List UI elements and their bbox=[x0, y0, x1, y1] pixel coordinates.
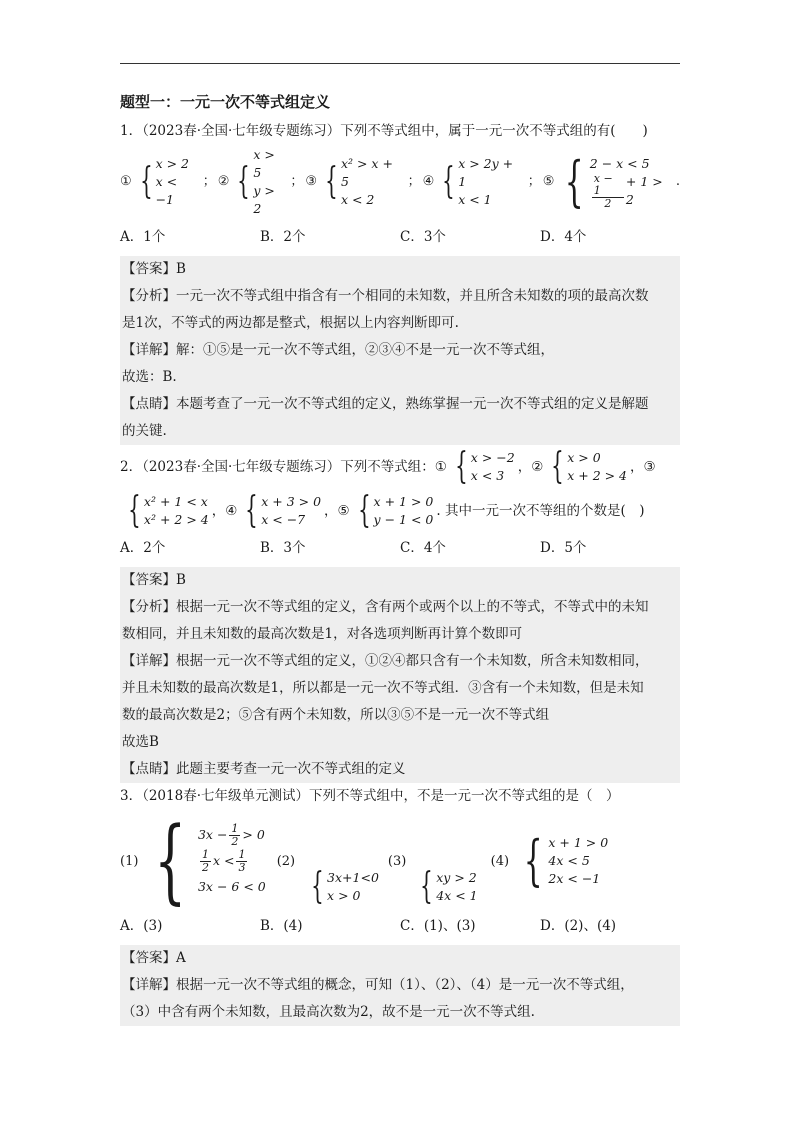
q3-options bbox=[120, 913, 680, 939]
q3-system-2: { 3x+1<0 x > 0 bbox=[311, 866, 379, 907]
q1-system-5: { 2 − x < 5 $\frac{x - 1}{2}$ + 1 > 2 bbox=[557, 155, 672, 210]
q1-s2-row1: x > 5 bbox=[253, 147, 275, 180]
q3-s4-row1: x + 1 > 0 bbox=[548, 835, 609, 850]
q1-sep: ； bbox=[290, 174, 304, 189]
q2-system-4: { x + 3 > 0 x < −7 bbox=[245, 490, 322, 531]
q1-s4-row1: x > 2y + 1 bbox=[458, 156, 514, 189]
q3-s2-row1: 3x+1<0 bbox=[327, 870, 379, 885]
header-rule bbox=[120, 63, 680, 64]
q2-s3-row1: x² + 1 < x bbox=[143, 494, 208, 509]
q1-stem: 1．（2023春·全国·七年级专题练习）下列不等式组中，属于一元一次不等式组的有( ) bbox=[120, 123, 648, 139]
q2-detail-1: 【详解】根据一元一次不等式组的定义，①②④都只含有一个未知数，所含未知数相同， bbox=[122, 653, 649, 669]
q1-systems bbox=[120, 146, 680, 218]
q2-s5-row1: x + 1 > 0 bbox=[373, 494, 434, 509]
document-page bbox=[120, 88, 680, 1026]
q1-s2-row2: y > 2 bbox=[253, 183, 275, 216]
q1-s4-row2: x < 1 bbox=[458, 192, 492, 207]
option-d[interactable]: D．(2)、(4) bbox=[540, 918, 617, 934]
q2-solution bbox=[120, 567, 680, 783]
option-a[interactable]: A．(3) bbox=[120, 918, 163, 934]
q2-s1-row2: x < 3 bbox=[470, 468, 505, 483]
q1-sep: ； bbox=[202, 174, 216, 189]
q2-s5-row2: y − 1 < 0 bbox=[373, 512, 434, 527]
q1-detail-1: 【详解】解：①⑤是一元一次不等式组，②③④不是一元一次不等式组， bbox=[122, 342, 554, 358]
q3-systems bbox=[120, 807, 680, 914]
q2-s4-label: ④ bbox=[225, 503, 238, 519]
q3-s3-row1: xy > 2 bbox=[436, 870, 477, 885]
q2-analysis-1: 【分析】根据一元一次不等式组的定义，含有两个或两个以上的不等式，不等式中的未知 bbox=[122, 599, 649, 615]
q2-system-3: { x² + 1 < x x² + 2 > 4 bbox=[128, 490, 209, 531]
q3-s1-fraction-2: $\frac{1}{2}$ bbox=[201, 847, 209, 874]
q1-s5-fraction: $\frac{x - 1}{2}$ bbox=[592, 173, 624, 210]
q1-s3-label: ③ bbox=[305, 174, 318, 189]
q2-s1-label: ① bbox=[434, 459, 447, 475]
section-title: 题型一：一元一次不等式组定义 bbox=[120, 93, 331, 111]
option-c[interactable]: C．(1)、(3) bbox=[400, 918, 476, 934]
q1-sep: ； bbox=[527, 174, 541, 189]
q2-system-5: { x + 1 > 0 y − 1 < 0 bbox=[357, 490, 434, 531]
q2-detail-2: 并且未知数的最高次数是1，所以都是一元一次不等式组．③含有一个未知数，但是未知 bbox=[122, 680, 644, 696]
q2-sep: ， bbox=[517, 459, 532, 475]
q1-s3-row2: x < 2 bbox=[340, 192, 375, 207]
q1-solution bbox=[120, 256, 680, 445]
q3-stem: 3．（2018春·七年级单元测试）下列不等式组中，不是一元一次不等式组的是（ ） bbox=[120, 788, 620, 804]
q2-options bbox=[120, 535, 680, 561]
q3-s4-row2: 4x < 5 bbox=[548, 853, 590, 868]
q2-systems-row bbox=[120, 490, 680, 531]
q3-label-3: (3) bbox=[387, 853, 407, 869]
option-b[interactable]: B．(4) bbox=[260, 918, 303, 934]
q2-s3-label: ③ bbox=[643, 459, 656, 475]
q1-comment-2: 的关键. bbox=[122, 423, 167, 439]
q1-detail-2: 故选：B. bbox=[122, 369, 177, 385]
question-3 bbox=[120, 783, 680, 1026]
q1-analysis-2: 是1次，不等式的两边都是整式，根据以上内容判断即可. bbox=[122, 315, 459, 331]
q3-s1-fraction-1: $\frac{1}{2}$ bbox=[231, 821, 239, 848]
q3-s1-row1: 3x − $\frac{1}{2}$ > 0 bbox=[197, 821, 265, 848]
q2-s4-row2: x < −7 bbox=[261, 512, 306, 527]
q2-comment-1: 【点睛】此题主要考查一元一次不等式组的定义 bbox=[122, 761, 406, 777]
option-d[interactable]: D．5个 bbox=[540, 540, 587, 556]
q2-s4-row1: x + 3 > 0 bbox=[261, 494, 322, 509]
q2-detail-4: 故选B bbox=[122, 734, 159, 750]
question-2 bbox=[120, 446, 680, 783]
q1-answer: 【答案】B bbox=[122, 261, 186, 277]
q3-solution bbox=[120, 945, 680, 1026]
q2-sep: ， bbox=[211, 503, 226, 519]
q3-detail-2: （3）中含有两个未知数，且最高次数为2，故不是一元一次不等式组. bbox=[122, 1004, 535, 1020]
q3-s1-fraction-3: $\frac{1}{3}$ bbox=[238, 847, 246, 874]
q3-label-2: (2) bbox=[276, 853, 296, 869]
q2-s2-row2: x + 2 > 4 bbox=[567, 468, 628, 483]
option-b[interactable]: B．2个 bbox=[260, 229, 306, 245]
q1-system-3: { x² > x + 5 x < 2 bbox=[320, 155, 403, 209]
q1-system-2: { x > 5 y > 2 bbox=[232, 146, 285, 218]
q1-s1-row1: x > 2 bbox=[155, 156, 189, 171]
q1-s5-row2: $\frac{x - 1}{2}$ + 1 > 2 bbox=[593, 171, 663, 210]
q1-s5-label: ⑤ bbox=[542, 174, 555, 189]
q2-stem: 2．（2023春·全国·七年级专题练习）下列不等式组： bbox=[120, 459, 435, 475]
q3-s4-row3: 2x < −1 bbox=[548, 871, 601, 886]
q1-sep: ； bbox=[407, 174, 421, 189]
question-1 bbox=[120, 118, 680, 445]
q2-answer: 【答案】B bbox=[122, 572, 186, 588]
q1-s2-label: ② bbox=[217, 174, 230, 189]
q2-s3-row2: x² + 2 > 4 bbox=[143, 512, 209, 527]
option-c[interactable]: C．4个 bbox=[400, 540, 446, 556]
option-c[interactable]: C．3个 bbox=[400, 229, 446, 245]
q2-stem-row bbox=[120, 446, 680, 487]
q1-options bbox=[120, 224, 680, 250]
q1-s1-row2: x < −1 bbox=[155, 174, 178, 207]
q2-stem-tail: . 其中一元一次不等组的个数是( ) bbox=[436, 503, 645, 519]
q1-s3-row1: x² > x + 5 bbox=[340, 156, 393, 189]
q3-s1-row2: $\frac{1}{2}$ x < $\frac{1}{3}$ bbox=[201, 847, 246, 874]
q3-label-1: (1) bbox=[120, 853, 139, 869]
q1-s5-row1: 2 − x < 5 bbox=[589, 155, 650, 171]
q2-sep: ， bbox=[324, 503, 338, 519]
q1-system-1: { x > 2 x < −1 bbox=[135, 155, 198, 209]
q2-s2-label: ② bbox=[531, 459, 544, 475]
q3-s2-row2: x > 0 bbox=[327, 888, 361, 903]
q2-sep: ， bbox=[630, 459, 644, 475]
q3-system-3: { xy > 2 4x < 1 bbox=[420, 866, 478, 907]
option-b[interactable]: B．3个 bbox=[260, 540, 306, 556]
q1-system-4: { x > 2y + 1 x < 1 bbox=[437, 155, 522, 209]
q3-s1-row3: 3x − 6 < 0 bbox=[197, 879, 266, 894]
option-a[interactable]: A．1个 bbox=[120, 229, 166, 245]
q3-answer: 【答案】A bbox=[122, 950, 186, 966]
q2-s2-row1: x > 0 bbox=[567, 450, 601, 465]
q3-label-4: (4) bbox=[490, 853, 510, 869]
q1-s4-label: ④ bbox=[422, 174, 435, 189]
q3-s3-row2: 4x < 1 bbox=[436, 888, 478, 903]
q1-comment-1: 【点睛】本题考查了一元一次不等式组的定义，熟练掌握一元一次不等式组的定义是解题 bbox=[122, 396, 649, 412]
option-a[interactable]: A．2个 bbox=[120, 540, 166, 556]
q2-s1-row1: x > −2 bbox=[470, 450, 515, 465]
q1-s1-label: ① bbox=[120, 174, 132, 189]
q3-system-4: { x + 1 > 0 4x < 5 2x < −1 bbox=[523, 829, 609, 892]
q1-end: . bbox=[675, 174, 680, 189]
q3-system-1: { 3x − $\frac{1}{2}$ > 0 $\frac{1}{2}$ x < $\frac{1}{3}$ 3x − 6 < 0 bbox=[154, 807, 266, 914]
q2-s5-label: ⑤ bbox=[337, 503, 350, 519]
option-d[interactable]: D．4个 bbox=[540, 229, 587, 245]
q1-analysis-1: 【分析】一元一次不等式组中指含有一个相同的未知数，并且所含未知数的项的最高次数 bbox=[122, 288, 649, 304]
q3-detail-1: 【详解】根据一元一次不等式组的概念，可知（1）、（2）、（4）是一元一次不等式组， bbox=[122, 977, 634, 993]
q2-analysis-2: 数相同，并且未知数的最高次数是1，对各选项判断再计算个数即可 bbox=[122, 626, 523, 642]
q2-detail-3: 数的最高次数是2；⑤含有两个未知数，所以③⑤不是一元一次不等式组 bbox=[122, 707, 550, 723]
q2-system-1: { x > −2 x < 3 bbox=[455, 446, 515, 487]
q2-system-2: { x > 0 x + 2 > 4 bbox=[551, 446, 628, 487]
